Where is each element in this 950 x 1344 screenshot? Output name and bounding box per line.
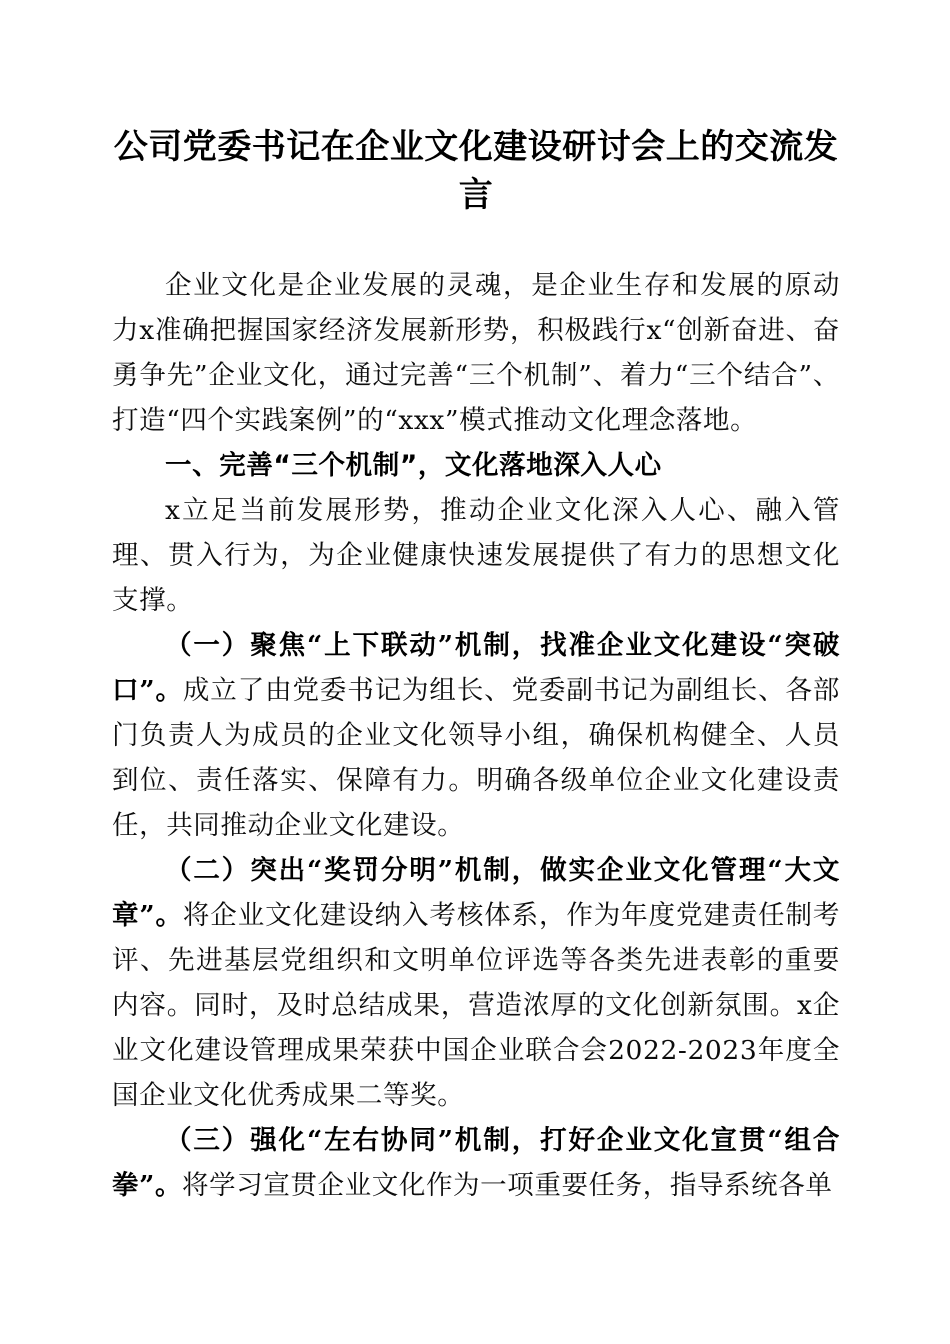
subsection-3-lead: （三）强化“左右协同”机制，打好企业文化宣贯“组合拳”。 [112,1125,840,1201]
subsection-3-body: 将学习宣贯企业文化作为一项重要任务，指导系统各单 [182,1170,833,1201]
paragraph-subsection-1 [112,623,840,848]
subsection-1-lead: （一）聚焦“上下联动”机制，找准企业文化建设“突破口”。 [112,630,840,706]
paragraph-subsection-2 [112,848,840,1118]
paragraph-intro: 企业文化是企业发展的灵魂，是企业生存和发展的原动力x准确把握国家经济发展新形势，积极践行x“创新奋进、奋勇争先”企业文化，通过完善“三个机制”、着力“三个结合”、打造“四个实践案例”的“xxx”模式推动文化理念落地。 [112,270,840,436]
document-content [112,0,840,1208]
subsection-2-body: 将企业文化建设纳入考核体系，作为年度党建责任制考评、先进基层党组织和文明单位评选等各类先进表彰的重要内容。同时，及时总结成果，营造浓厚的文化创新氛围。x企业文化建设管理成果荣获中国企业联合会2022-2023年度全国企业文化优秀成果二等奖。 [112,900,840,1111]
subsection-2-lead: （二）突出“奖罚分明”机制，做实企业文化管理“大文章”。 [112,855,840,931]
section-heading-1: 一、完善“三个机制”，文化落地深入人心 [165,450,662,481]
paragraph-subsection-3 [112,1118,840,1208]
page-title: 公司党委书记在企业文化建设研讨会上的交流发言 [113,127,839,215]
subsection-1-body: 成立了由党委书记为组长、党委副书记为副组长、各部门负责人为成员的企业文化领导小组，确保机构健全、人员到位、责任落实、保障有力。明确各级单位企业文化建设责任，共同推动企业文化建设。 [112,675,840,841]
paragraph-body-1: x立足当前发展形势，推动企业文化深入人心、融入管理、贯入行为，为企业健康快速发展提供了有力的思想文化支撑。 [112,495,840,616]
